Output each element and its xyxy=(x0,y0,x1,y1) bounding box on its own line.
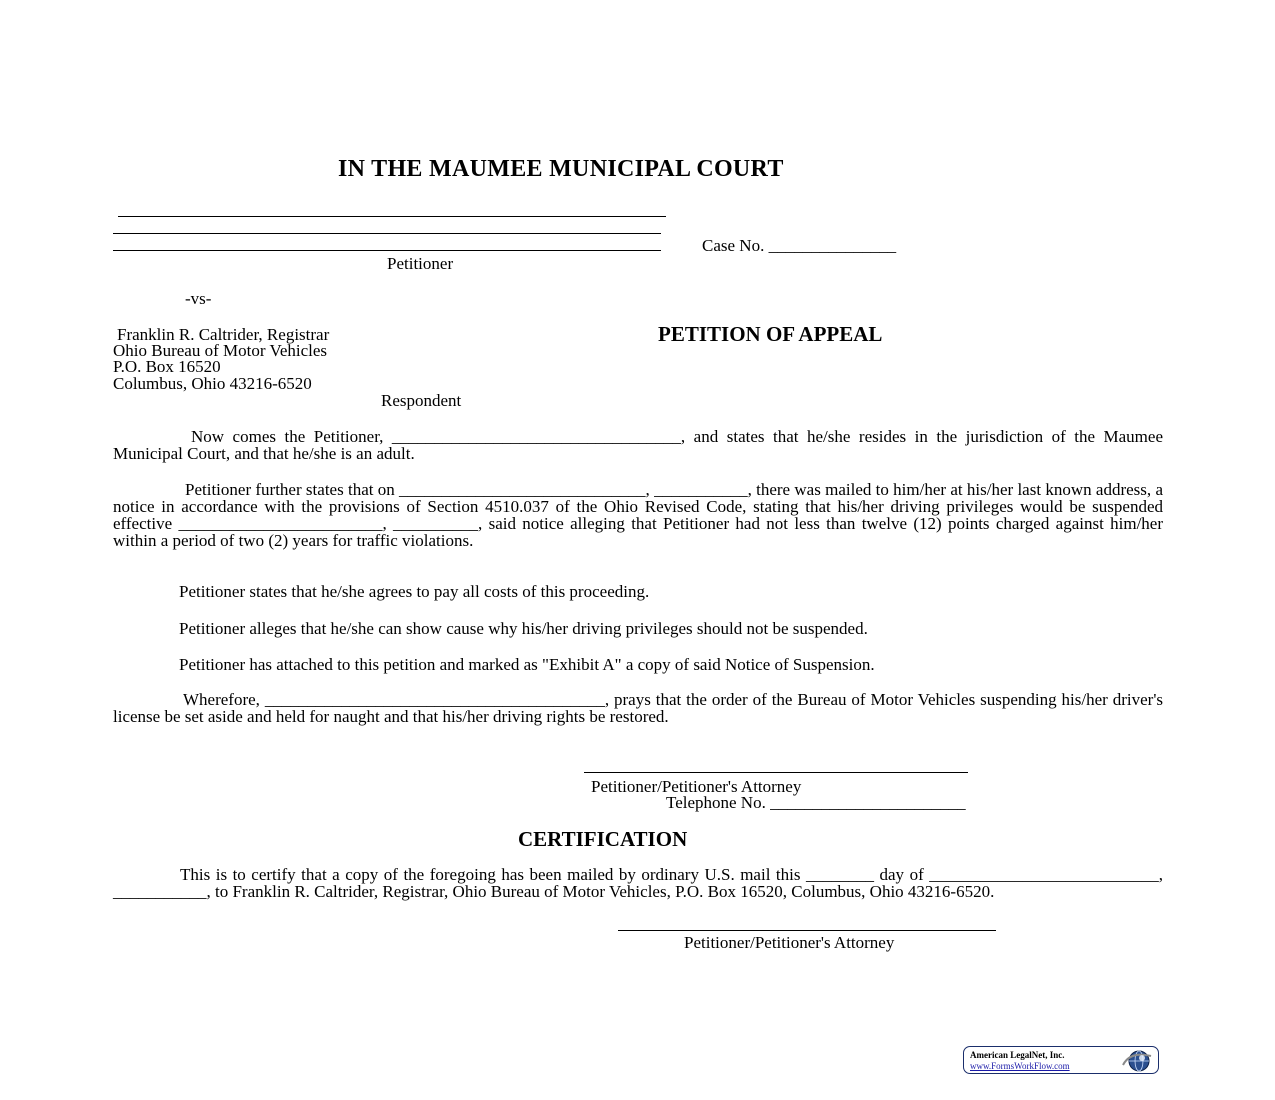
logo-url-link[interactable]: www.FormsWorkFlow.com xyxy=(970,1061,1070,1071)
paragraph-exhibit: Petitioner has attached to this petition and marked as "Exhibit A" a copy of said Notice of Suspension. xyxy=(179,655,875,674)
logo-company-name: American LegalNet, Inc. xyxy=(970,1050,1065,1060)
petitioner-name-line-3[interactable] xyxy=(113,250,661,251)
telephone-field[interactable]: Telephone No. _______________________ xyxy=(666,793,966,812)
respondent-line-4: Columbus, Ohio 43216-6520 xyxy=(113,374,312,393)
paragraph-notice: Petitioner further states that on _____________________________, ___________, there was mailed to him/her at his/her last known address, a notice in accordance with the provisions of Section 4510.037 of the Ohio Revised Code, stating that his/her driving privileges would be suspended effective ________________________, __________, said notice alleging that Petitioner had not less than twelve (12) points charged against him/her within a period of two (2) years for traffic violations. xyxy=(113,480,1163,550)
certification-signature-label: Petitioner/Petitioner's Attorney xyxy=(684,933,895,952)
case-number-field[interactable]: Case No. _______________ xyxy=(702,236,897,255)
certification-text: This is to certify that a copy of the foregoing has been mailed by ordinary U.S. mail this ________ day of ___________________________, ___________, to Franklin R. Caltrider, Registrar, Ohio Bureau of Motor Vehicles, P.O. Box 16520, Columbus, Ohio 43216-6520. xyxy=(113,865,1163,901)
versus-label: -vs- xyxy=(185,289,212,308)
court-title: IN THE MAUMEE MUNICIPAL COURT xyxy=(338,156,784,182)
certification-heading: CERTIFICATION xyxy=(518,827,688,851)
document-title: PETITION OF APPEAL xyxy=(658,322,883,346)
paragraph-costs: Petitioner states that he/she agrees to pay all costs of this proceeding. xyxy=(179,582,650,601)
paragraph-wherefore: Wherefore, ________________________________________, prays that the order of the Bureau of Motor Vehicles suspending his/her driver's license be set aside and held for naught and that his/her driving rights be restored. xyxy=(113,690,1163,726)
respondent-line-3: P.O. Box 16520 xyxy=(113,357,221,376)
respondent-line-2: Ohio Bureau of Motor Vehicles xyxy=(113,341,328,360)
signature-label: Petitioner/Petitioner's Attorney xyxy=(591,777,802,796)
american-legalnet-logo xyxy=(963,1046,1159,1074)
petitioner-label: Petitioner xyxy=(387,254,454,273)
signature-line[interactable] xyxy=(584,772,968,773)
petitioner-name-line-2[interactable] xyxy=(113,233,661,234)
paragraph-show-cause: Petitioner alleges that he/she can show cause why his/her driving privileges should not be suspended. xyxy=(179,619,868,638)
certification-signature-line[interactable] xyxy=(618,930,996,931)
respondent-label: Respondent xyxy=(381,391,462,410)
petitioner-name-line-1[interactable] xyxy=(118,216,666,217)
globe-icon xyxy=(1120,1049,1154,1078)
paragraph-residence: Now comes the Petitioner, __________________________________, and states that he/she resides in the jurisdiction of the Maumee Municipal Court, and that he/she is an adult. xyxy=(113,427,1163,463)
respondent-line-1: Franklin R. Caltrider, Registrar xyxy=(117,325,330,344)
